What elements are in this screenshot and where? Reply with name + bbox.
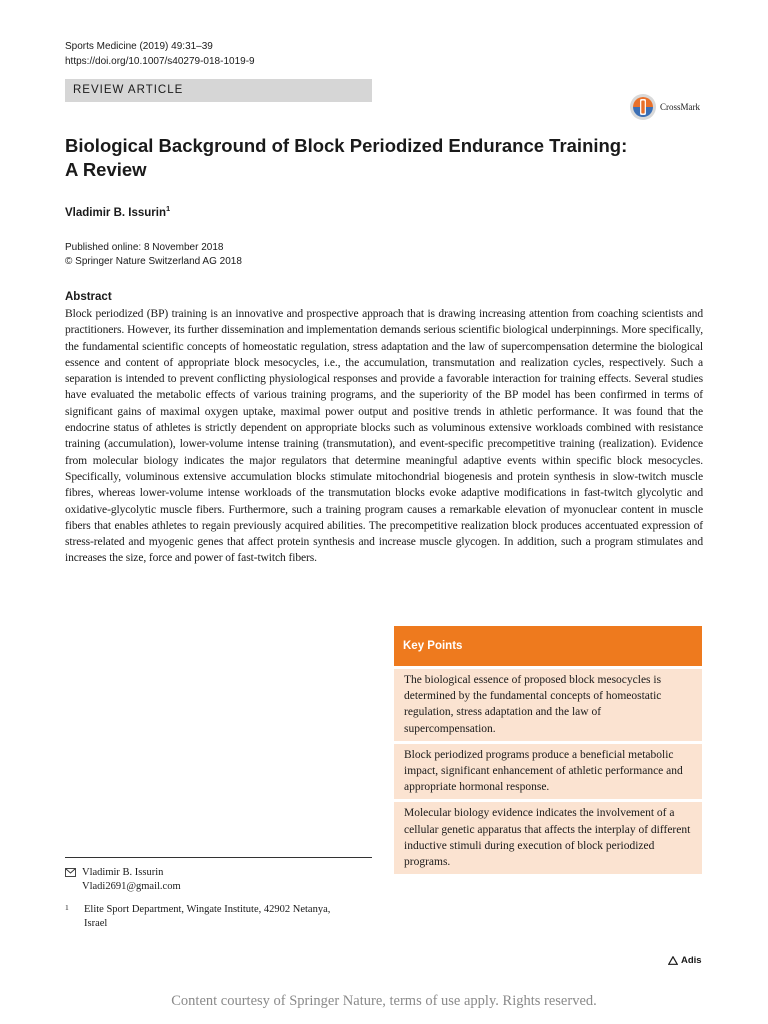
author-affiliation-marker: 1 [165,204,171,213]
abstract-body: Block periodized (BP) training is an innovative and prospective approach that is drawing increasing attention from coaching scientists and practitioners. However, its further dissemination and implementation demands serious scientific biological underpinnings. More specifically, the fundamental scientific concepts of homeostatic regulation, stress adaptation and the law of supercompensation determine the biological essence and content of appropriate block mesocycles, i.e., the accumulation, transmutation and realization cycles, respectively. Such a separation is intended to prevent conflicting physiological responses and provide a favorable interaction for training effects. Several studies have evaluated the metabolic effects of various training programs, and the superiority of the BP model has been confirmed in terms of significant gains of maximal oxygen uptake, maximal power output and positive trends in athletic performance. It was found that the endocrine status of athletes is strictly dependent on appropriate blocks such as voluminous extensive workloads combined with resistance training (accumulation), lower-volume intense training (transmutation), and event-specific precompetitive training (realization). Evidence from molecular biology indicates the major regulators that determine meaningful adaptive events within specific block mesocycles. Specifically, voluminous extensive accumulation blocks stimulate mitochondrial biogenesis and protein synthesis in slow-twitch muscle fibres, whereas lower-volume intense workloads of the transmutation blocks evoke adaptive modifications in fast-twitch glycolytic and oxidative-glycolytic muscle fibers. Furthermore, such a training program causes a remarkable elevation of myonuclear content in muscle fibers that enables athletes to regain previously acquired abilities. The precompetitive realization block produces accentuated expression of stress-related and myogenic genes that affect protein synthesis and increase muscle glycogen. In addition, such a program stimulates and increases the size, force and power of fast-twitch fibers. [65,308,703,565]
title-line-1: Biological Background of Block Periodized Endurance Training: [65,135,628,156]
envelope-icon [65,868,76,877]
key-point-item: The biological essence of proposed block mesocycles is determined by the fundamental concepts of homeostatic regulation, stress adaptation and the law of supercompensation. [394,669,702,741]
author-name[interactable] [65,204,170,219]
adis-triangle-icon [668,956,678,965]
contact-email[interactable]: Vladi2691@gmail.com [82,880,181,892]
copyright-notice: © Springer Nature Switzerland AG 2018 [65,256,242,267]
key-point-item: Block periodized programs produce a beneficial metabolic impact, significant enhancement of athletic performance and appropriate hormonal response. [394,744,702,800]
crossmark-label: CrossMark [660,102,700,112]
publisher-logo [668,955,702,966]
publisher-name: Adis [681,955,702,966]
article-type-band: REVIEW ARTICLE [65,79,372,102]
abstract-heading: Abstract [65,291,112,303]
affiliation-number: 1 [65,903,69,912]
published-date: Published online: 8 November 2018 [65,242,224,253]
contact-name: Vladimir B. Issurin [82,867,164,878]
affiliation-line: Elite Sport Department, Wingate Institute, 42902 Netanya, [84,904,331,915]
crossmark-badge[interactable] [629,93,700,121]
doi-link[interactable]: https://doi.org/10.1007/s40279-018-1019-9 [65,56,255,67]
courtesy-notice: Content courtesy of Springer Nature, terms of use apply. Rights reserved. [171,993,597,1009]
title-line-2: A Review [65,159,147,180]
key-points-heading: Key Points [394,626,702,666]
article-title [65,134,628,182]
affiliation-line: Israel [84,917,108,929]
key-points-box [394,626,702,874]
author-text: Vladimir B. Issurin [65,206,166,219]
journal-citation: Sports Medicine (2019) 49:31–39 [65,41,213,52]
key-point-item: Molecular biology evidence indicates the involvement of a cellular genetic apparatus that affects the interplay of different inductive stimuli during execution of block periodized programs. [394,802,702,874]
crossmark-icon [629,93,657,121]
footnote-divider [65,857,372,858]
